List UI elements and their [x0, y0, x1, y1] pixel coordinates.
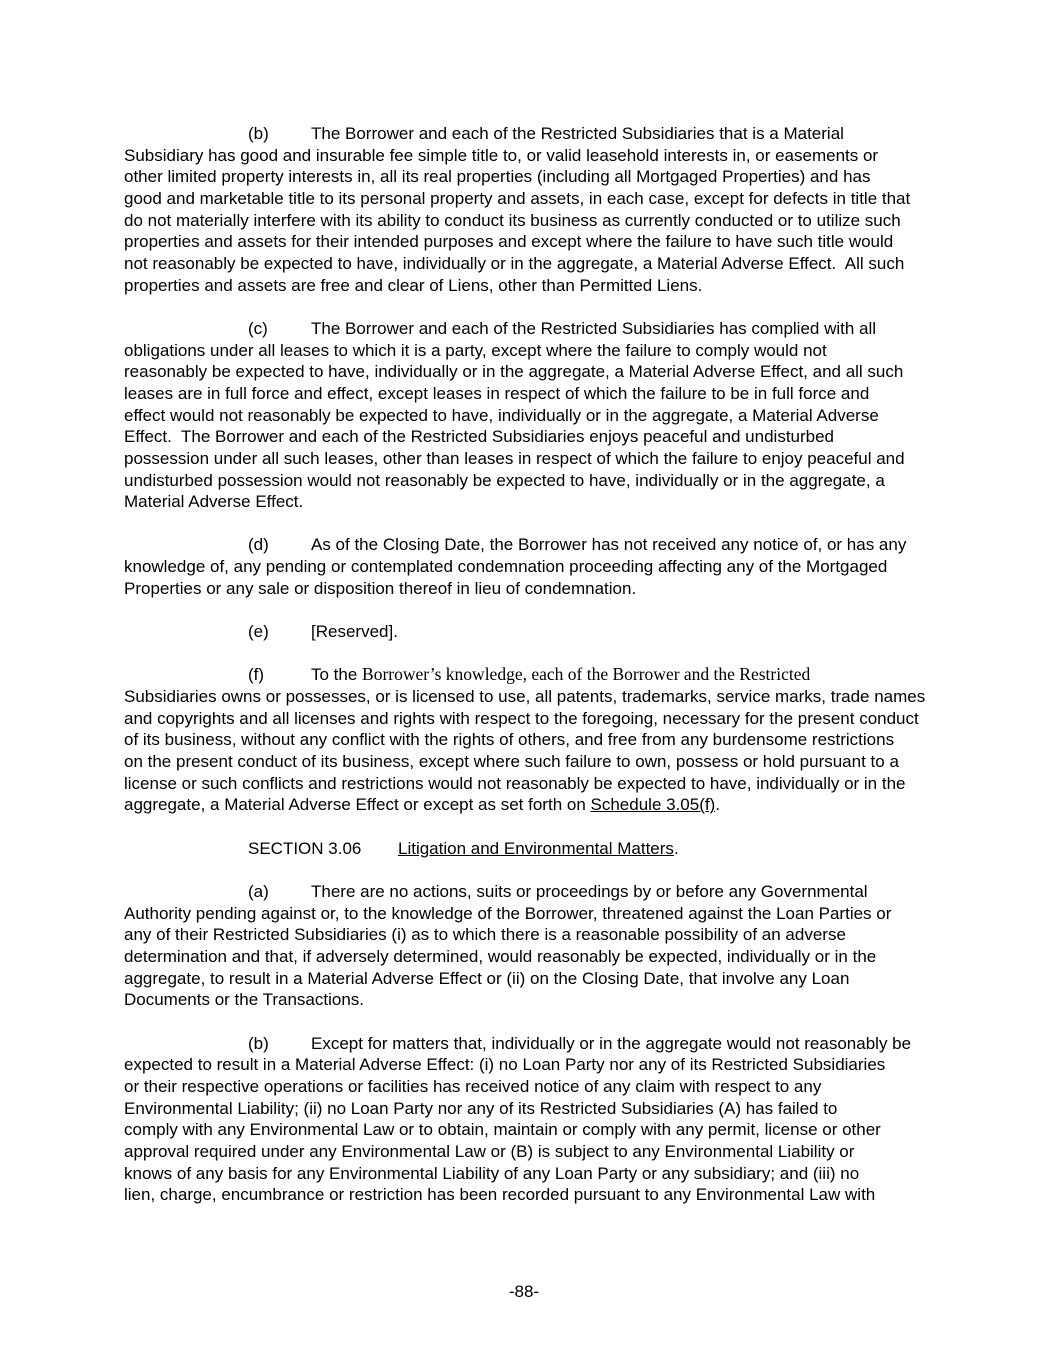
text-line: [124, 534, 954, 556]
text-line: [124, 123, 954, 145]
text-line: undisturbed possession would not reasonably be expected to have, individually or in the aggregate, a: [124, 470, 885, 490]
text-line: approval required under any Environmental Law or (B) is subject to any Environmental Liability or: [124, 1141, 855, 1161]
text-line-content: aggregate, a Material Adverse Effect or except as set forth on: [124, 795, 591, 815]
section-number: SECTION 3.06: [248, 838, 362, 858]
text-line: on the present conduct of its business, except where such failure to own, possess or hold pursuant to a: [124, 752, 899, 772]
text-line: good and marketable title to its personal property and assets, in each case, except for defects in title that: [124, 188, 911, 208]
text-line: leases are in full force and effect, except leases in respect of which the failure to be in full force and: [124, 383, 870, 403]
text-line: aggregate, to result in a Material Adverse Effect or (ii) on the Closing Date, that involve any Loan: [124, 968, 850, 988]
text-line: Documents or the Transactions.: [124, 990, 365, 1010]
section-heading: [124, 838, 954, 860]
text-line: of its business, without any conflict with the rights of others, and free from any burdensome restrictions: [124, 730, 895, 750]
text-line-content-serif: Borrower’s knowledge, each of the Borrower and the Restricted: [362, 664, 811, 685]
text-line: any of their Restricted Subsidiaries (i) as to which there is a reasonable possibility of an adverse: [124, 925, 846, 945]
paragraph-label: (e): [248, 622, 269, 642]
text-line: knowledge of, any pending or contemplated condemnation proceeding affecting any of the Mortgaged: [124, 557, 888, 577]
paragraph-label: (c): [248, 318, 268, 338]
text-line: lien, charge, encumbrance or restriction has been recorded pursuant to any Environmental Law with: [124, 1185, 876, 1205]
paragraph-label: (b): [248, 124, 269, 143]
text-line: comply with any Environmental Law or to obtain, maintain or comply with any permit, license or other: [124, 1120, 881, 1140]
text-line: expected to result in a Material Adverse Effect: (i) no Loan Party nor any of its Restricted Subsidiaries: [124, 1055, 886, 1075]
paragraph-f: [124, 664, 954, 816]
text-line: Material Adverse Effect.: [124, 492, 304, 512]
text-line: do not materially interfere with its ability to conduct its business as currently conducted or to utilize such: [124, 210, 901, 230]
page-number: -88-: [508, 1282, 540, 1301]
text-line: [124, 794, 954, 816]
text-line-content: The Borrower and each of the Restricted Subsidiaries that is a Material: [311, 124, 844, 143]
text-line: not reasonably be expected to have, individually or in the aggregate, a Material Adverse Effect. All such: [124, 253, 905, 273]
paragraph-label: (f): [248, 665, 265, 685]
text-line-content: The Borrower and each of the Restricted Subsidiaries has complied with all: [311, 318, 877, 338]
text-line-content: There are no actions, suits or proceedings by or before any Governmental: [311, 881, 868, 901]
schedule-reference: Schedule 3.05(f): [590, 795, 716, 815]
text-line: reasonably be expected to have, individually or in the aggregate, a Material Adverse Effect, and all such: [124, 362, 904, 382]
text-line-content: Except for matters that, individually or in the aggregate would not reasonably be: [311, 1033, 912, 1053]
section-paragraph-a: [124, 881, 954, 1011]
paragraph-label: (d): [248, 535, 269, 555]
text-line: Subsidiaries owns or possesses, or is licensed to use, all patents, trademarks, service marks, trade names: [124, 687, 926, 707]
text-line: and copyrights and all licenses and rights with respect to the foregoing, necessary for the present conduct: [124, 708, 919, 728]
text-line: [124, 664, 954, 686]
section-title-tail: .: [673, 838, 679, 858]
text-line: or their respective operations or facilities has received notice of any claim with respect to any: [124, 1076, 822, 1096]
text-line: other limited property interests in, all its real properties (including all Mortgaged Properties) and has: [124, 167, 871, 187]
text-line: knows of any basis for any Environmental Liability of any Loan Party or any subsidiary; and (iii) no: [124, 1163, 860, 1183]
text-line: [124, 621, 954, 643]
text-line-content: As of the Closing Date, the Borrower has not received any notice of, or has any: [311, 535, 907, 555]
text-line: obligations under all leases to which it is a party, except where the failure to comply would not: [124, 340, 827, 360]
paragraph-b: [124, 123, 954, 296]
text-line: license or such conflicts and restrictions would not reasonably be expected to have, individually or in the: [124, 773, 906, 793]
text-line-content: [Reserved].: [311, 622, 398, 642]
paragraph-label: (a): [248, 881, 269, 901]
document-body: [124, 123, 954, 1227]
text-line: determination and that, if adversely determined, would reasonably be expected, individually or in the: [124, 946, 877, 966]
section-title: Litigation and Environmental Matters: [398, 838, 674, 858]
text-line: possession under all such leases, other than leases in respect of which the failure to enjoy peaceful and: [124, 448, 905, 468]
text-line: [124, 318, 954, 340]
text-line: properties and assets for their intended purposes and except where the failure to have such title would: [124, 232, 894, 252]
text-line-content: To the: [311, 665, 363, 685]
text-line: Properties or any sale or disposition thereof in lieu of condemnation.: [124, 578, 637, 598]
text-line: [124, 1033, 954, 1055]
text-line: Environmental Liability; (ii) no Loan Party nor any of its Restricted Subsidiaries (A) has failed to: [124, 1098, 838, 1118]
text-line: [124, 838, 954, 860]
section-paragraph-b: [124, 1033, 954, 1206]
text-line-content: .: [715, 795, 720, 815]
text-line: properties and assets are free and clear of Liens, other than Permitted Liens.: [124, 275, 703, 295]
paragraph-label: (b): [248, 1033, 269, 1053]
paragraph-c: [124, 318, 954, 513]
text-line: Authority pending against or, to the knowledge of the Borrower, threatened against the Loan Parties or: [124, 903, 892, 923]
text-line: effect would not reasonably be expected to have, individually or in the aggregate, a Material Adverse: [124, 405, 879, 425]
text-line: Effect. The Borrower and each of the Restricted Subsidiaries enjoys peaceful and undisturbed: [124, 427, 835, 447]
text-line: Subsidiary has good and insurable fee simple title to, or valid leasehold interests in, or easements or: [124, 145, 879, 165]
paragraph-d: [124, 534, 954, 599]
paragraph-e: [124, 621, 954, 643]
text-line: [124, 881, 954, 903]
